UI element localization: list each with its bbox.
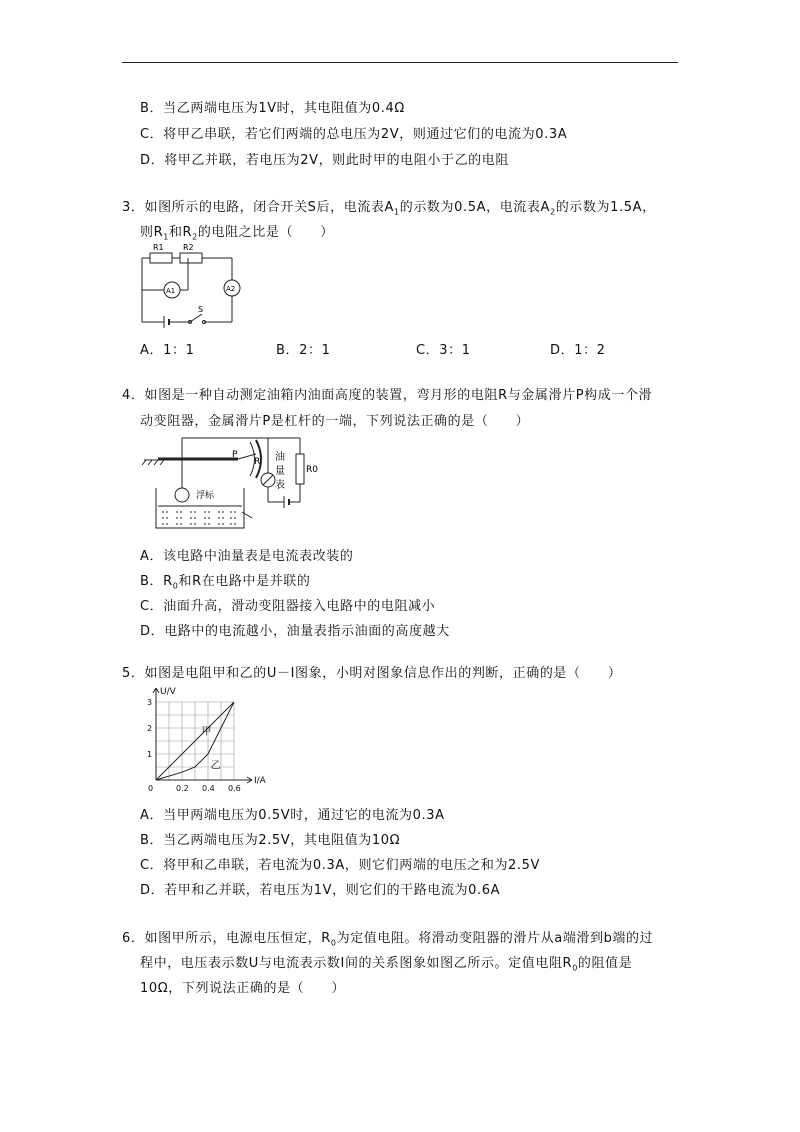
x-tick-label: 0.6 xyxy=(228,784,241,793)
q3-circuit-diagram xyxy=(138,244,248,328)
q4-option-d[interactable]: D．电路中的电流越小，油量表指示油面的高度越大 xyxy=(140,624,450,639)
q5-option-a[interactable]: A．当甲两端电压为0.5V时，通过它的电流为0.3A xyxy=(140,808,445,823)
q5-stem: 5．如图是电阻甲和乙的U－I图象，小明对图象信息作出的判断，正确的是（ ） xyxy=(122,666,622,681)
q3-label-r1: R1 xyxy=(153,244,164,252)
q6-stem-line1: 6．如图甲所示，电源电压恒定，$R_0$为定值电阻。将滑动变阻器的滑片从a端滑到b端的过 xyxy=(122,931,654,948)
series-label-jia: 甲 xyxy=(201,726,212,738)
x-axis-label: I/A xyxy=(254,776,266,786)
q3-label-r2: R2 xyxy=(183,244,194,252)
series-label-yi: 乙 xyxy=(210,760,221,772)
q4-label-meter-2: 量 xyxy=(275,466,285,477)
q5-option-b[interactable]: B．当乙两端电压为2.5V，其电阻值为10Ω xyxy=(140,833,401,848)
q4-label-r0: R0 xyxy=(306,465,318,475)
x-tick-label: 0.4 xyxy=(202,784,215,793)
q4-label-meter-3: 表 xyxy=(275,480,285,491)
q4-stem-line1: 4．如图是一种自动测定油箱内油面高度的装置，弯月形的电阻R与金属滑片P构成一个滑 xyxy=(122,388,653,403)
q3-option-d[interactable]: D．1：2 xyxy=(550,343,606,358)
q2-option-c[interactable]: C．将甲乙串联，若它们两端的总电压为2V，则通过它们的电流为0.3A xyxy=(140,127,568,142)
q6-stem-line3: 10Ω，下列说法正确的是（ ） xyxy=(140,981,346,996)
x-tick-label: 0.2 xyxy=(176,784,189,793)
y-tick-label: 2 xyxy=(147,724,153,733)
q4-oil-gauge-diagram xyxy=(138,432,338,532)
q4-label-p: P xyxy=(232,450,238,460)
q5-option-d[interactable]: D．若甲和乙并联，若电压为1V，则它们的干路电流为0.6A xyxy=(140,883,501,898)
y-tick-label: 3 xyxy=(147,698,153,707)
y-tick-label: 1 xyxy=(147,750,153,759)
q3-label-a1: A1 xyxy=(166,287,176,295)
q3-option-b[interactable]: B．2：1 xyxy=(276,343,331,358)
q3-stem-line1: 3．如图所示的电路，闭合开关S后，电流表$A_1$的示数为0.5A，电流表$A_2$的示数为1.5A， xyxy=(122,200,656,217)
q4-stem-line2: 动变阻器，金属滑片P是杠杆的一端，下列说法正确的是（ ） xyxy=(140,414,530,429)
origin-label: 0 xyxy=(148,784,154,793)
q3-label-s: S xyxy=(198,305,204,314)
q2-option-b[interactable]: B．当乙两端电压为1V时，其电阻值为0.4Ω xyxy=(140,101,405,116)
q3-option-a[interactable]: A．1：1 xyxy=(140,343,195,358)
header-rule xyxy=(122,62,678,63)
q5-option-c[interactable]: C．将甲和乙串联，若电流为0.3A，则它们两端的电压之和为2.5V xyxy=(140,858,541,873)
q2-option-d[interactable]: D．将甲乙并联，若电压为2V，则此时甲的电阻小于乙的电阻 xyxy=(140,153,509,168)
q4-label-meter-1: 油 xyxy=(275,452,285,463)
q4-option-c[interactable]: C．油面升高，滑动变阻器接入电路中的电阻减小 xyxy=(140,599,436,614)
y-axis-label: U/V xyxy=(160,687,176,697)
q5-ui-graph xyxy=(138,682,288,796)
q4-option-a[interactable]: A．该电路中油量表是电流表改装的 xyxy=(140,549,354,564)
q4-label-float: 浮标 xyxy=(196,491,215,501)
q3-stem-line2: 则$R_1$和$R_2$的电阻之比是（ ） xyxy=(140,225,334,242)
q3-label-a2: A2 xyxy=(226,285,236,293)
q4-label-r: R xyxy=(254,457,261,467)
q4-option-b[interactable]: B．$R_0$和R在电路中是并联的 xyxy=(140,574,311,591)
q6-stem-line2: 程中，电压表示数U与电流表示数I间的关系图象如图乙所示。定值电阻$R_0$的阻值是 xyxy=(140,956,633,973)
q3-option-c[interactable]: C．3：1 xyxy=(416,343,471,358)
